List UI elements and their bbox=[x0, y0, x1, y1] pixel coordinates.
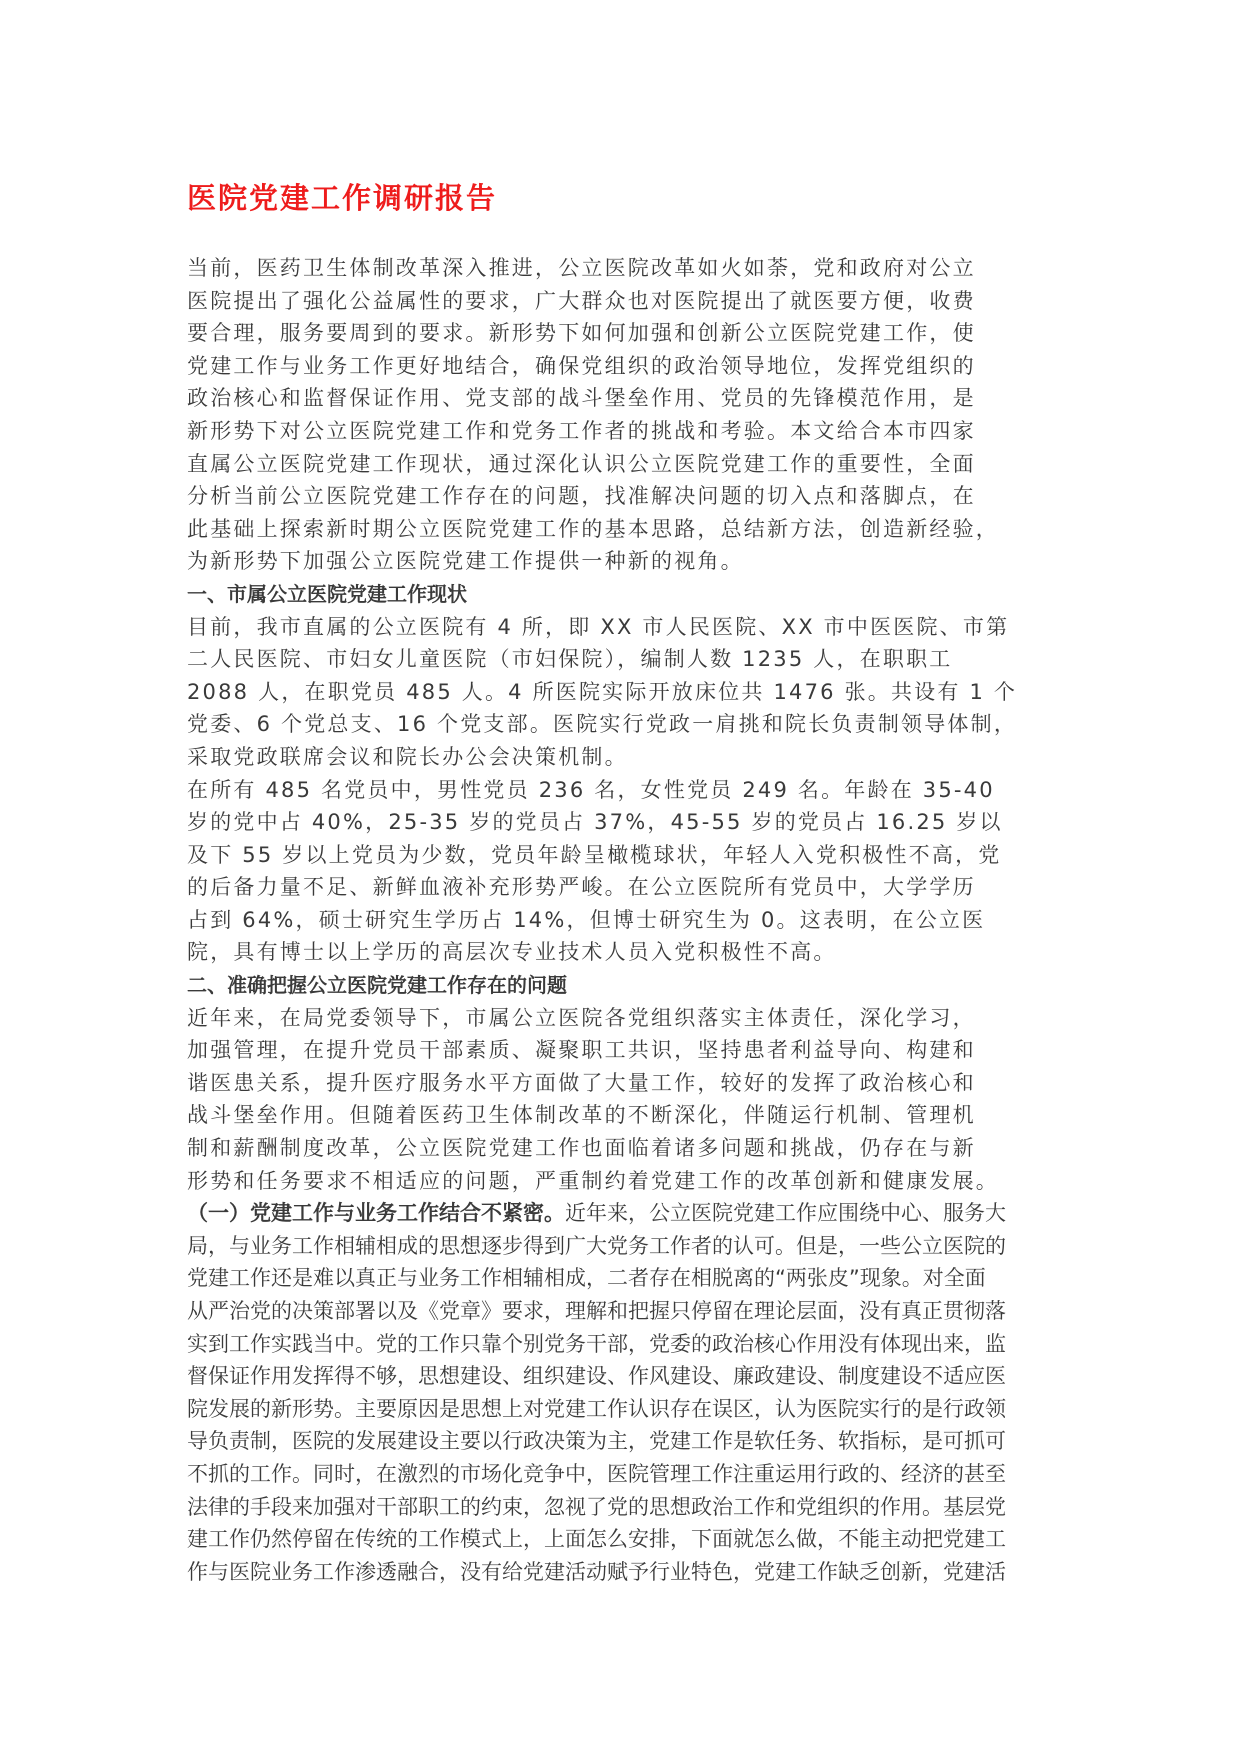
text-line: 从严治党的决策部署以及《党章》要求，理解和把握只停留在理论层面，没有真正贯彻落 bbox=[187, 1299, 1006, 1323]
text-line: 此基础上探索新时期公立医院党建工作的基本思路，总结新方法，创造新经验， bbox=[187, 516, 999, 541]
text-line: 要合理，服务要周到的要求。新形势下如何加强和创新公立医院党建工作，使 bbox=[187, 321, 976, 346]
text-line: 当前，医药卫生体制改革深入推进，公立医院改革如火如荼，党和政府对公立 bbox=[187, 256, 976, 280]
section-heading-2: 二、准确把握公立医院党建工作存在的问题 bbox=[187, 973, 567, 998]
text-line: 在所有 485 名党员中，男性党员 236 名，女性党员 249 名。年龄在 35-40 bbox=[187, 777, 995, 802]
text-line: 院发展的新形势。主要原因是思想上对党建工作认识存在误区，认为医院实行的是行政领 bbox=[187, 1396, 1006, 1421]
subsection-first-line-text: 近年来，公立医院党建工作应围绕中心、服务大 bbox=[565, 1201, 1006, 1226]
text-line: 形势和任务要求不相适应的问题，严重制约着党建工作的改革创新和健康发展。 bbox=[187, 1168, 999, 1193]
section-heading-1: 一、市属公立医院党建工作现状 bbox=[187, 581, 467, 606]
text-line: 直属公立医院党建工作现状，通过深化认识公立医院党建工作的重要性，全面 bbox=[187, 451, 976, 476]
text-line: 党委、6 个党总支、16 个党支部。医院实行党政一肩挑和院长负责制领导体制， bbox=[187, 712, 1018, 737]
text-line: 目前，我市直属的公立医院有 4 所，即 XX 市人民医院、XX 市中医医院、市第 bbox=[187, 614, 1010, 639]
text-line: 加强管理，在提升党员干部素质、凝聚职工共识，坚持患者利益导向、构建和 bbox=[187, 1038, 976, 1063]
intro-paragraph bbox=[187, 252, 1067, 578]
text-line: 实到工作实践当中。党的工作只靠个别党务干部，党委的政治核心作用没有体现出来，监 bbox=[187, 1331, 1006, 1356]
text-line: 党建工作与业务工作更好地结合，确保党组织的政治领导地位，发挥党组织的 bbox=[187, 353, 976, 378]
text-line: 不抓的工作。同时，在激烈的市场化竞争中，医院管理工作注重运用行政的、经济的甚至 bbox=[187, 1461, 1006, 1486]
section1-paragraph-1 bbox=[187, 611, 1067, 774]
text-line: 政治核心和监督保证作用、党支部的战斗堡垒作用、党员的先锋模范作用，是 bbox=[187, 386, 976, 411]
text-line: 及下 55 岁以上党员为少数，党员年龄呈橄榄球状，年轻人入党积极性不高，党 bbox=[187, 842, 1002, 867]
text-line: 占到 64%，硕士研究生学历占 14%，但博士研究生为 0。这表明，在公立医 bbox=[187, 907, 986, 932]
text-line: 采取党政联席会议和院长办公会决策机制。 bbox=[187, 744, 628, 769]
text-line: 2088 人，在职党员 485 人。4 所医院实际开放床位共 1476 张。共设有 1 个 bbox=[187, 679, 1018, 704]
document-title: 医院党建工作调研报告 bbox=[187, 181, 498, 215]
text-line: 法律的手段来加强对干部职工的约束，忽视了党的思想政治工作和党组织的作用。基层党 bbox=[187, 1494, 1006, 1519]
text-line: 督保证作用发挥得不够，思想建设、组织建设、作风建设、廉政建设、制度建设不适应医 bbox=[187, 1364, 1006, 1389]
text-line: 岁的党中占 40%，25-35 岁的党员占 37%，45-55 岁的党员占 16.25 岁以 bbox=[187, 810, 1003, 835]
text-line: 党建工作还是难以真正与业务工作相辅相成，二者存在相脱离的“两张皮”现象。对全面 bbox=[187, 1266, 986, 1291]
text-line: 院，具有博士以上学历的高层次专业技术人员入党积极性不高。 bbox=[187, 940, 837, 965]
text-line: 二人民医院、市妇女儿童医院（市妇保院），编制人数 1235 人，在职职工 bbox=[187, 647, 953, 672]
text-line: 作与医院业务工作渗透融合，没有给党建活动赋予行业特色，党建工作缺乏创新，党建活 bbox=[187, 1559, 1006, 1584]
text-line: 局，与业务工作相辅相成的思想逐步得到广大党务工作者的认可。但是，一些公立医院的 bbox=[187, 1233, 1006, 1258]
subsection-heading-1: （一）党建工作与业务工作结合不紧密。 bbox=[187, 1201, 565, 1226]
text-line: 制和薪酬制度改革，公立医院党建工作也面临着诸多问题和挑战，仍存在与新 bbox=[187, 1136, 976, 1161]
text-line: 近年来，在局党委领导下，市属公立医院各党组织落实主体责任，深化学习， bbox=[187, 1005, 976, 1030]
subsection-first-line bbox=[187, 1197, 1067, 1230]
text-line: 医院提出了强化公益属性的要求，广大群众也对医院提出了就医要方便，收费 bbox=[187, 288, 976, 313]
subsection-1 bbox=[187, 1197, 1067, 1588]
text-line: 新形势下对公立医院党建工作和党务工作者的挑战和考验。本文给合本市四家 bbox=[187, 418, 976, 443]
text-line: 的后备力量不足、新鲜血液补充形势严峻。在公立医院所有党员中，大学学历 bbox=[187, 875, 976, 900]
text-line: 为新形势下加强公立医院党建工作提供一种新的视角。 bbox=[187, 549, 744, 574]
text-line: 谐医患关系，提升医疗服务水平方面做了大量工作，较好的发挥了政治核心和 bbox=[187, 1070, 976, 1095]
text-line: 战斗堡垒作用。但随着医药卫生体制改革的不断深化，伴随运行机制、管理机 bbox=[187, 1103, 976, 1128]
section2-paragraph-1 bbox=[187, 1002, 1067, 1198]
text-line: 导负责制，医院的发展建设主要以行政决策为主，党建工作是软任务、软指标，是可抓可 bbox=[187, 1429, 1006, 1454]
document-body bbox=[187, 252, 1067, 1588]
section1-paragraph-2 bbox=[187, 774, 1067, 970]
text-line: 分析当前公立医院党建工作存在的问题，找准解决问题的切入点和落脚点，在 bbox=[187, 484, 976, 509]
text-line: 建工作仍然停留在传统的工作模式上，上面怎么安排，下面就怎么做，不能主动把党建工 bbox=[187, 1527, 1006, 1552]
